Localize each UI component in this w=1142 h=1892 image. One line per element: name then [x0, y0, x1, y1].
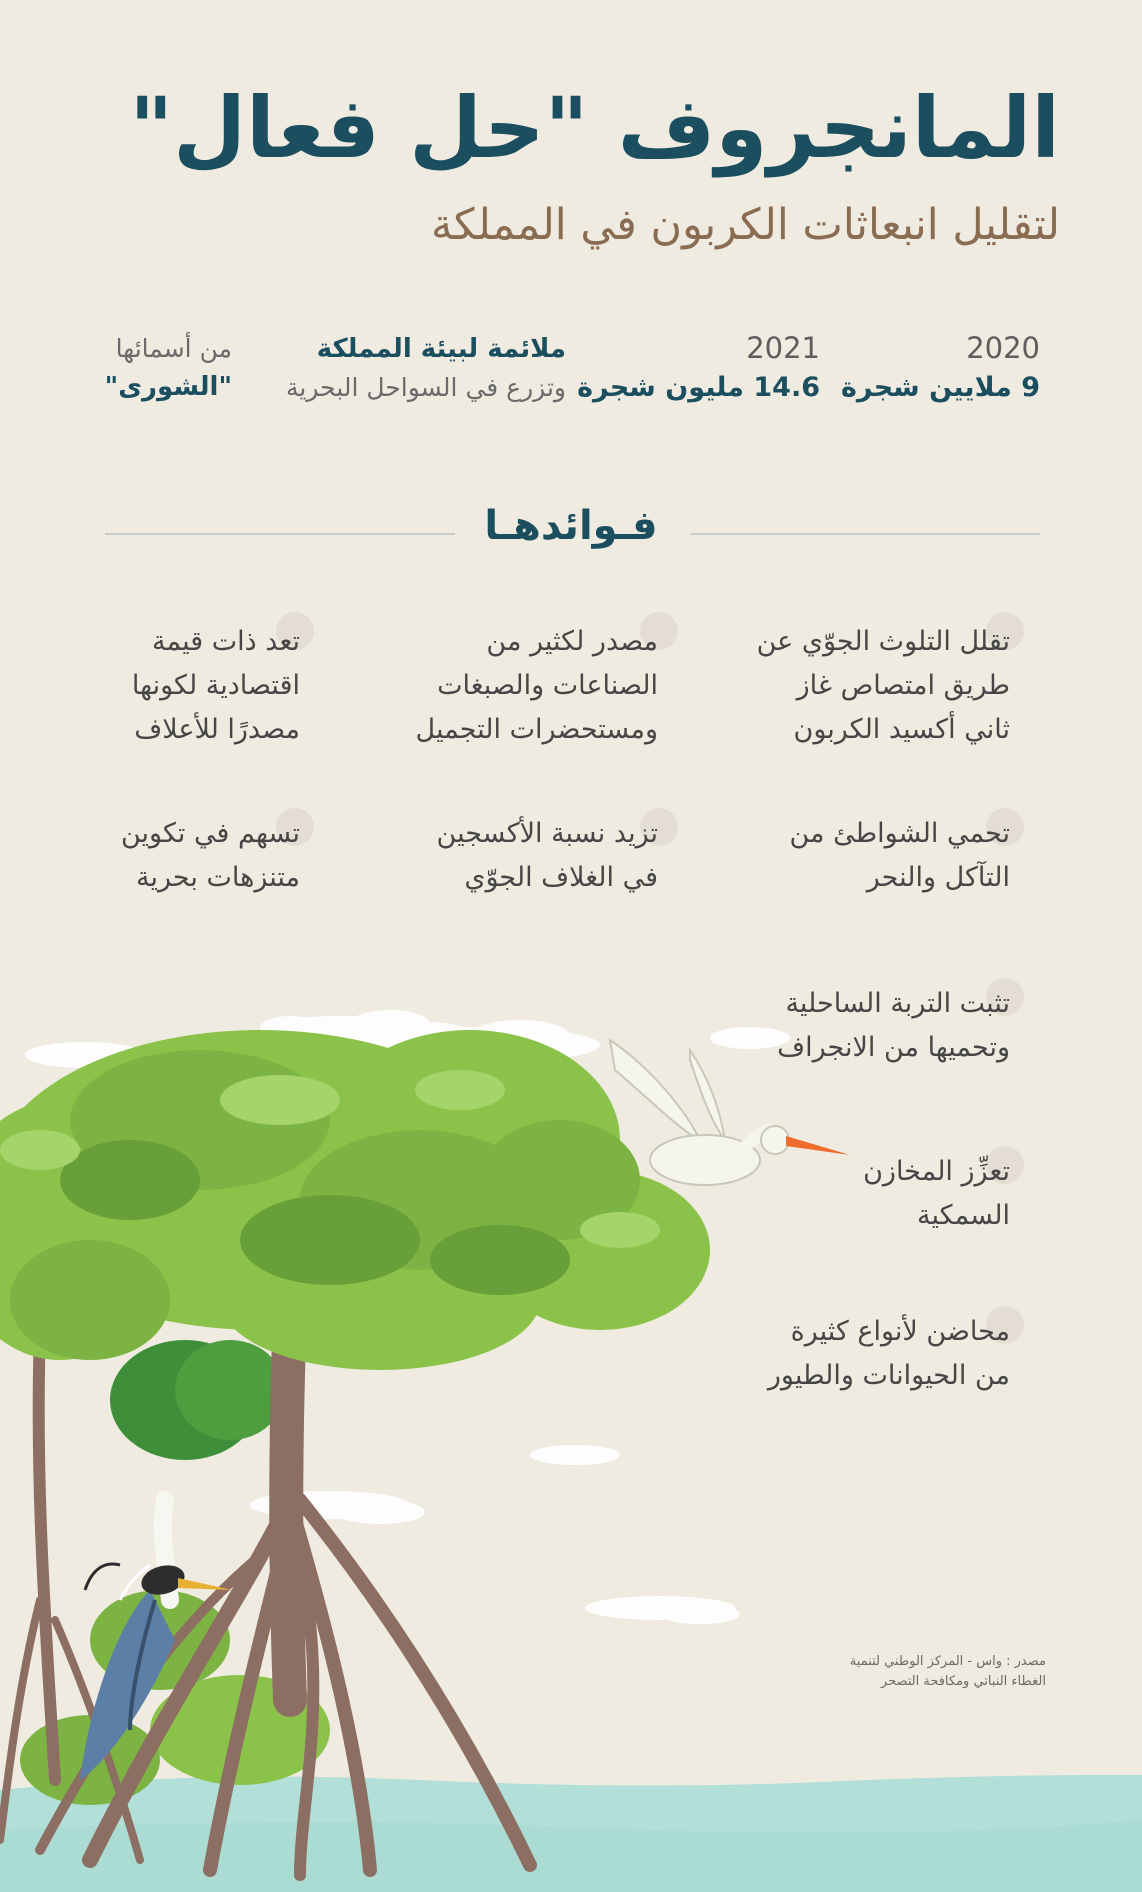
stat-names [105, 330, 232, 407]
stat-names-value: "الشورى" [104, 371, 232, 402]
benefit-item: تثبت التربة الساحلية وتحميها من الانجراف [777, 988, 1010, 1063]
benefit-item: محاضن لأنواع كثيرة من الحيوانات والطيور [767, 1316, 1010, 1391]
stat-2020 [841, 330, 1040, 408]
source-note: مصدر : واس - المركز الوطني لتنمية الغطاء النباتي ومكافحة التصحر [849, 1654, 1046, 1689]
stat-environment-detail: وتزرع في السواحل البحرية [286, 373, 566, 402]
page-subtitle: لتقليل انبعاثات الكربون في المملكة [430, 200, 1060, 250]
stat-2020-value: 9 ملايين شجرة [840, 371, 1040, 403]
benefit-item: تعزِّز المخازن السمكية [863, 1156, 1010, 1231]
stat-2020-year: 2020 [966, 331, 1040, 365]
stat-2021 [577, 330, 820, 408]
stat-names-label: من أسمائها [115, 334, 232, 363]
stat-2021-year: 2021 [746, 331, 820, 365]
benefit-item: مصدر لكثير من الصناعات والصبغات ومستحضرات التجميل [415, 626, 658, 745]
stat-environment-headline: ملائمة لبيئة المملكة [316, 334, 566, 364]
benefit-item: تسهم في تكوين متنزهات بحرية [120, 818, 300, 893]
benefit-item: تقلل التلوث الجوّي عن طريق امتصاص غاز ثاني أكسيد الكربون [756, 626, 1010, 745]
water-icon [0, 1775, 1142, 1892]
divider-line [690, 533, 1040, 535]
benefit-item: تحمي الشواطئ من التآكل والنحر [789, 818, 1010, 893]
page-title: المانجروف "حل فعال" [129, 79, 1060, 177]
stat-environment [286, 330, 566, 407]
divider-line [105, 533, 455, 535]
stat-2021-value: 14.6 مليون شجرة [577, 371, 820, 403]
benefit-item: تزيد نسبة الأكسجين في الغلاف الجوّي [436, 818, 658, 893]
benefit-item: تعد ذات قيمة اقتصادية لكونها مصدرًا للأعلاف [131, 626, 300, 745]
benefits-title: فـوائدهـا [484, 503, 658, 549]
